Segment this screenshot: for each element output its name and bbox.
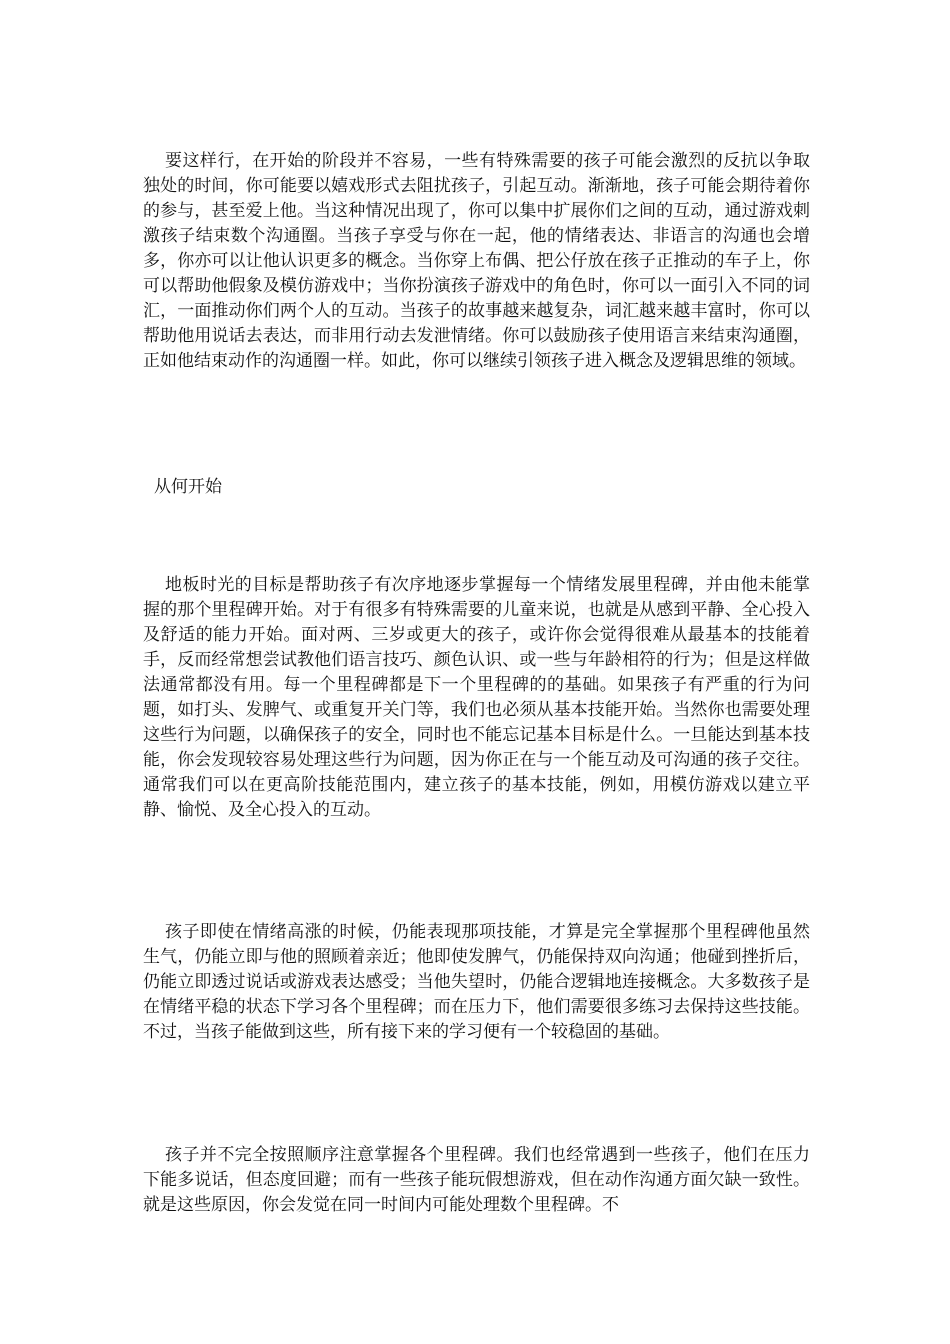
body-paragraph: 要这样行，在开始的阶段并不容易，一些有特殊需要的孩子可能会激烈的反抗以争取独处的时间，你可能要以嬉戏形式去阻扰孩子，引起互动。渐渐地，孩子可能会期待着你的参与，甚至爱上他。当这种情况出现了，你可以集中扩展你们之间的互动，通过游戏刺激孩子结束数个沟通圈。当孩子享受与你在一起，他的情绪表达、非语言的沟通也会增多，你亦可以让他认识更多的概念。当你穿上布偶、把公仔放在孩子正推动的车子上，你可以帮助他假象及模仿游戏中；当你扮演孩子游戏中的角色时，你可以一面引入不同的词汇，一面推动你们两个人的互动。当孩子的故事越来越复杂，词汇越来越丰富时，你可以帮助他用说话去表达，而非用行动去发泄情绪。你可以鼓励孩子使用语言来结束沟通圈，正如他结束动作的沟通圈一样。如此，你可以继续引领孩子进入概念及逻辑思维的领域。 xyxy=(143,151,810,371)
section-heading: 从何开始 xyxy=(154,477,222,497)
body-paragraph: 孩子即使在情绪高涨的时候，仍能表现那项技能，才算是完全掌握那个里程碑他虽然生气，仍能立即与他的照顾着亲近；他即使发脾气，仍能保持双向沟通；他碰到挫折后，仍能立即透过说话或游戏表达感受；当他失望时，仍能合逻辑地连接概念。大多数孩子是在情绪平稳的状态下学习各个里程碑；而在压力下，他们需要很多练习去保持这些技能。不过，当孩子能做到这些，所有接下来的学习便有一个较稳固的基础。 xyxy=(143,922,810,1042)
body-paragraph: 孩子并不完全按照顺序注意掌握各个里程碑。我们也经常遇到一些孩子，他们在压力下能多说话，但态度回避；而有一些孩子能玩假想游戏，但在动作沟通方面欠缺一致性。就是这些原因，你会发觉在同一时间内可能处理数个里程碑。不 xyxy=(143,1145,810,1215)
body-paragraph: 地板时光的目标是帮助孩子有次序地逐步掌握每一个情绪发展里程碑，并由他未能掌握的那个里程碑开始。对于有很多有特殊需要的儿童来说，也就是从感到平静、全心投入及舒适的能力开始。面对两、三岁或更大的孩子，或许你会觉得很难从最基本的技能着手，反而经常想尝试教他们语言技巧、颜色认识、或一些与年龄相符的行为；但是这样做法通常都没有用。每一个里程碑都是下一个里程碑的的基础。如果孩子有严重的行为问题，如打头、发脾气、或重复开关门等，我们也必须从基本技能开始。当然你也需要处理这些行为问题，以确保孩子的安全，同时也不能忘记基本目标是什么。一旦能达到基本技能，你会发现较容易处理这些行为问题，因为你正在与一个能互动及可沟通的孩子交往。通常我们可以在更高阶技能范围内，建立孩子的基本技能，例如，用模仿游戏以建立平静、愉悦、及全心投入的互动。 xyxy=(143,575,810,820)
